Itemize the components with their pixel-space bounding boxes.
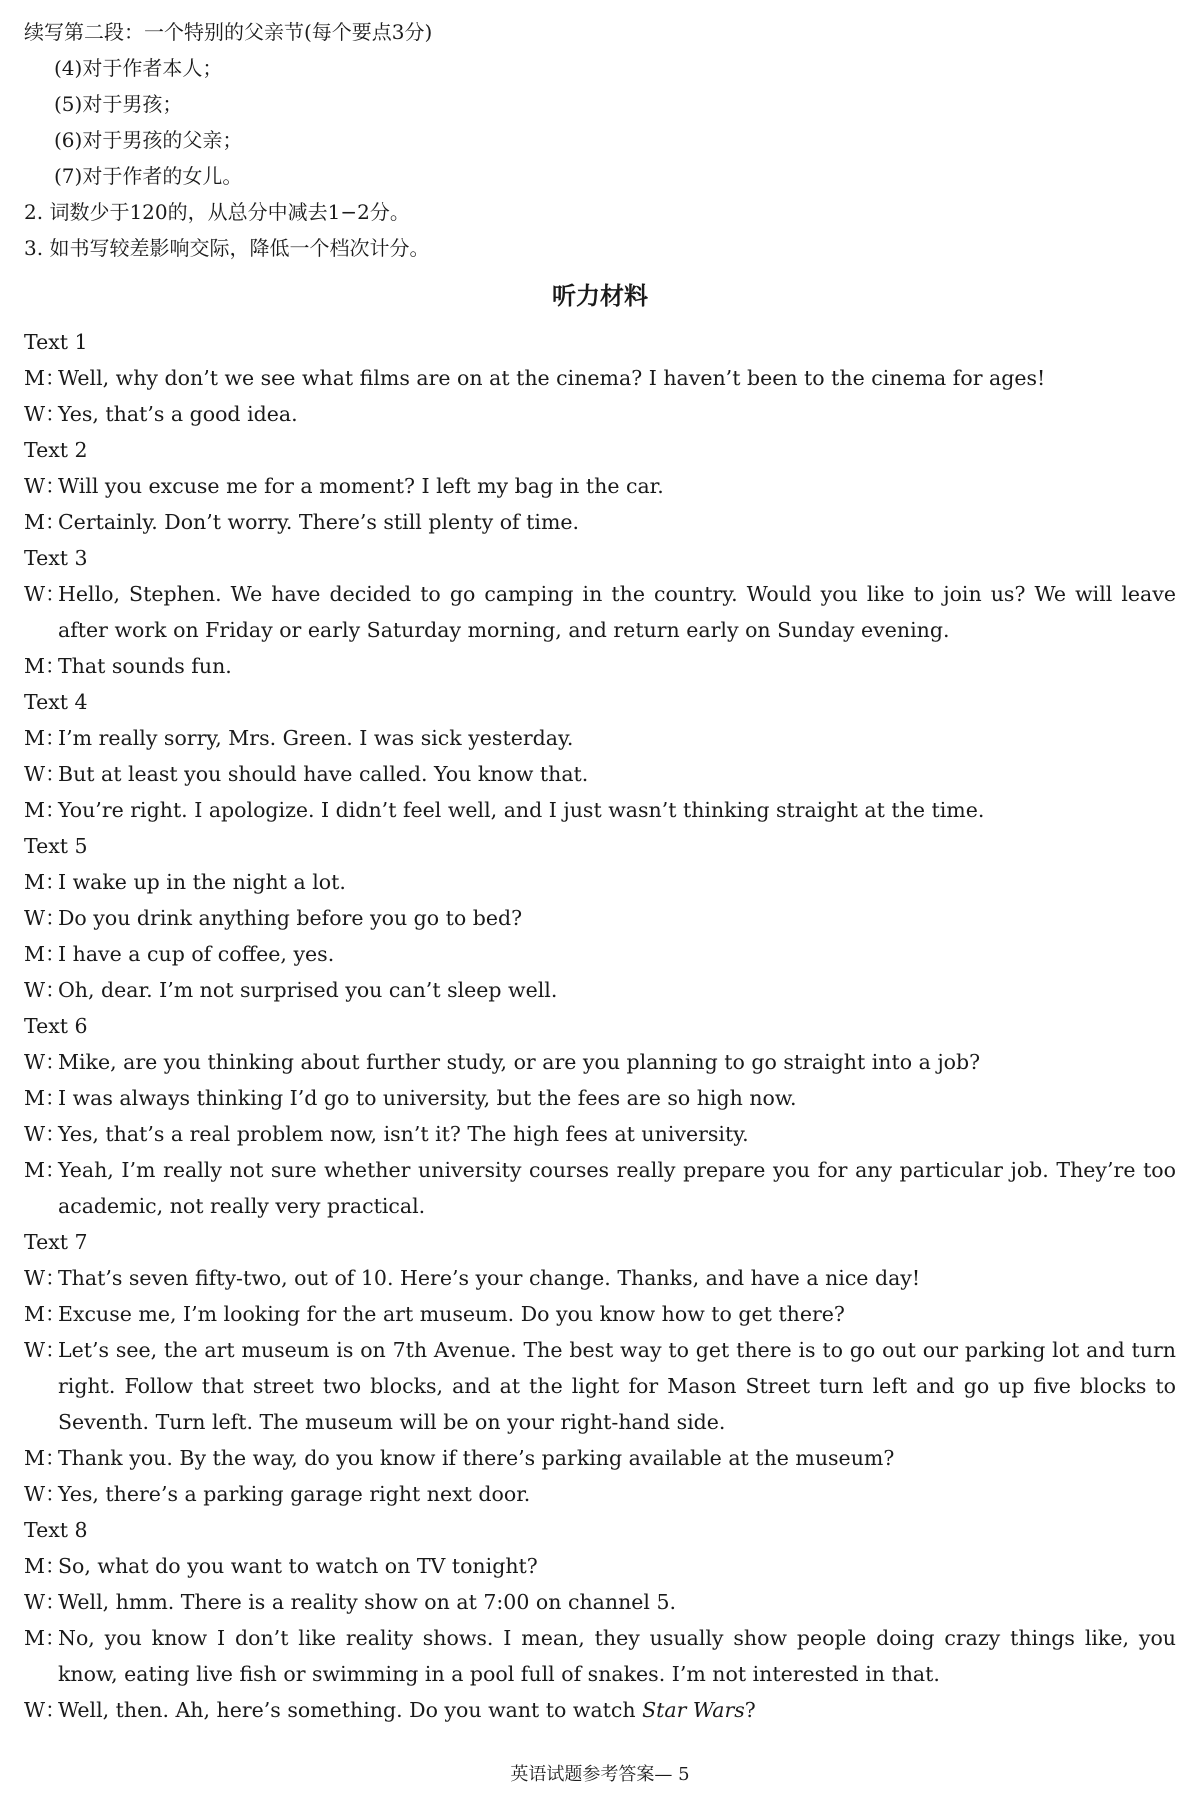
utterance-text: Well, then. Ah, here’s something. Do you want to watch [58, 1698, 643, 1722]
speaker: W： [24, 978, 66, 1002]
speaker: W： [24, 1698, 66, 1722]
section-title: 听力材料 [552, 282, 648, 310]
utterance: That’s seven fifty-two, out of 10. Here’s your change. Thanks, and have a nice day! [58, 1266, 921, 1290]
dialogue-line [24, 792, 1176, 828]
point-7: (7)对于作者的女儿。 [54, 164, 243, 188]
dialogue-line [24, 756, 1176, 792]
utterance: I wake up in the night a lot. [58, 870, 346, 894]
speaker: W： [24, 1482, 66, 1506]
speaker: M： [24, 1626, 66, 1650]
utterance: No, you know I don’t like reality shows. I mean, they usually show people doing crazy things like, you know, eating live fish or swimming in a pool full of snakes. I’m not interested in that. [58, 1626, 1176, 1686]
dialogue-line [24, 1476, 1176, 1512]
dialogue-line [24, 972, 1176, 1008]
text-label: Text 1 [24, 330, 88, 354]
point-6: (6)对于男孩的父亲； [54, 128, 243, 152]
utterance: Yes, there’s a parking garage right next door. [58, 1482, 531, 1506]
para-two-title: 续写第二段：一个特别的父亲节(每个要点3分) [24, 20, 433, 44]
utterance: Let’s see, the art museum is on 7th Avenue. The best way to get there is to go out our parking lot and turn right. Follow that street two blocks, and at the light for Mason Street turn left and go up five blocks to Seventh. Turn left. The museum will be on your right-hand side. [58, 1338, 1176, 1434]
speaker: W： [24, 1122, 66, 1146]
dialogue-line [24, 1152, 1176, 1224]
dialogue-line [24, 900, 1176, 936]
utterance-text: ? [744, 1698, 756, 1722]
speaker: W： [24, 1338, 66, 1362]
speaker: M： [24, 366, 66, 390]
speaker: W： [24, 1590, 66, 1614]
utterance: Well, hmm. There is a reality show on at 7:00 on channel 5. [58, 1590, 677, 1614]
dialogue-line [24, 1692, 1176, 1728]
dialogue-line [24, 396, 1176, 432]
dialogue-line [24, 1260, 1176, 1296]
speaker: M： [24, 1302, 66, 1326]
speaker: M： [24, 654, 66, 678]
dialogue-line [24, 576, 1176, 648]
speaker: W： [24, 762, 66, 786]
utterance: Hello, Stephen. We have decided to go camping in the country. Would you like to join us? We will leave after work on Friday or early Saturday morning, and return early on Sunday evening. [58, 582, 1176, 642]
utterance: Excuse me, I’m looking for the art museum. Do you know how to get there? [58, 1302, 845, 1326]
text-label: Text 5 [24, 834, 88, 858]
speaker: W： [24, 582, 66, 606]
speaker: W： [24, 1266, 66, 1290]
dialogue-line [24, 1080, 1176, 1116]
dialogue-line [24, 648, 1176, 684]
speaker: M： [24, 726, 66, 750]
utterance: I was always thinking I’d go to university, but the fees are so high now. [58, 1086, 797, 1110]
text-label: Text 4 [24, 690, 88, 714]
utterance: That sounds fun. [58, 654, 232, 678]
dialogue-line [24, 1584, 1176, 1620]
text-label: Text 7 [24, 1230, 88, 1254]
utterance: I have a cup of coffee, yes. [58, 942, 335, 966]
dialogue-line [24, 1620, 1176, 1692]
speaker: W： [24, 1050, 66, 1074]
speaker: M： [24, 870, 66, 894]
utterance: But at least you should have called. You know that. [58, 762, 589, 786]
dialogue-line [24, 720, 1176, 756]
speaker: M： [24, 1158, 66, 1182]
dialogue-line [24, 1332, 1176, 1440]
utterance: Yeah, I’m really not sure whether university courses really prepare you for any particular job. They’re too academic, not really very practical. [58, 1158, 1176, 1218]
text-label: Text 2 [24, 438, 88, 462]
dialogue-line [24, 936, 1176, 972]
utterance: Mike, are you thinking about further study, or are you planning to go straight into a job? [58, 1050, 981, 1074]
movie-title: Star Wars [642, 1698, 745, 1722]
speaker: M： [24, 798, 66, 822]
text-label: Text 6 [24, 1014, 88, 1038]
dialogue-line [24, 1116, 1176, 1152]
dialogue-line [24, 864, 1176, 900]
utterance: I’m really sorry, Mrs. Green. I was sick yesterday. [58, 726, 574, 750]
utterance: So, what do you want to watch on TV tonight? [58, 1554, 538, 1578]
page-footer: 英语试题参考答案— 5 [510, 1764, 690, 1785]
utterance [58, 1692, 1176, 1728]
utterance: Do you drink anything before you go to bed? [58, 906, 523, 930]
utterance: Oh, dear. I’m not surprised you can’t sleep well. [58, 978, 558, 1002]
utterance: Yes, that’s a real problem now, isn’t it? The high fees at university. [58, 1122, 749, 1146]
speaker: M： [24, 1446, 66, 1470]
speaker: M： [24, 1086, 66, 1110]
dialogue-line [24, 1044, 1176, 1080]
utterance: Will you excuse me for a moment? I left my bag in the car. [58, 474, 664, 498]
speaker: M： [24, 510, 66, 534]
dialogue-line [24, 1548, 1176, 1584]
point-5: (5)对于男孩； [54, 92, 183, 116]
text-label: Text 3 [24, 546, 88, 570]
dialogue-line [24, 360, 1176, 396]
speaker: W： [24, 474, 66, 498]
utterance: Yes, that’s a good idea. [58, 402, 298, 426]
speaker: M： [24, 1554, 66, 1578]
speaker: W： [24, 906, 66, 930]
speaker: M： [24, 942, 66, 966]
dialogue-line [24, 504, 1176, 540]
utterance: Well, why don’t we see what films are on at the cinema? I haven’t been to the cinema for ages! [58, 366, 1046, 390]
utterance: You’re right. I apologize. I didn’t feel well, and I just wasn’t thinking straight at the time. [58, 798, 985, 822]
rule-3: 3. 如书写较差影响交际，降低一个档次计分。 [24, 236, 430, 260]
rule-2: 2. 词数少于120的，从总分中减去1−2分。 [24, 200, 410, 224]
utterance: Thank you. By the way, do you know if there’s parking available at the museum? [58, 1446, 895, 1470]
dialogue-line [24, 468, 1176, 504]
point-4: (4)对于作者本人； [54, 56, 223, 80]
speaker: W： [24, 402, 66, 426]
dialogue-line [24, 1440, 1176, 1476]
listening-transcript [24, 324, 1176, 1728]
text-label: Text 8 [24, 1518, 88, 1542]
utterance: Certainly. Don’t worry. There’s still plenty of time. [58, 510, 580, 534]
dialogue-line [24, 1296, 1176, 1332]
